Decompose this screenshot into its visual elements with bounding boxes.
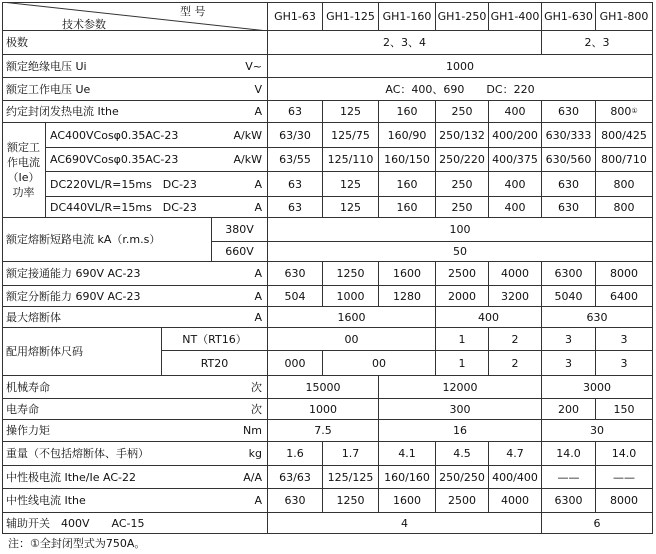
header-corner-cell [2, 2, 268, 31]
value-cell: 14.0 [542, 442, 596, 466]
model-header: GH1-250 [436, 2, 489, 31]
row-unit: 次 [251, 402, 262, 416]
value-cell: 4.7 [489, 442, 542, 466]
row-label-text: 机械寿命 [6, 380, 50, 394]
value-cell: 1000 [268, 399, 379, 420]
value-cell: 6 [542, 513, 653, 534]
row-label-text: 约定封闭发热电流 Ithe [6, 105, 119, 118]
model-header: GH1-800 [596, 2, 653, 31]
value-cell: AC：400、690 DC：220 [268, 78, 653, 101]
value-cell: 1000 [323, 286, 379, 307]
value-cell: 300 [379, 399, 542, 420]
row-unit: A [254, 177, 262, 191]
row-label [2, 489, 268, 513]
value-cell: 2 [489, 351, 542, 376]
value-cell: 1600 [379, 262, 436, 286]
value-cell: 63 [268, 101, 323, 123]
value-cell: 400 [489, 197, 542, 218]
row-label-text: 额定工作电压 Ue [6, 82, 91, 96]
row-label [2, 262, 268, 286]
row-label [46, 172, 268, 197]
value-cell: 1250 [323, 489, 379, 513]
value-cell: 250 [436, 101, 489, 123]
value-cell: 1.7 [323, 442, 379, 466]
row-label [46, 123, 268, 148]
value-cell: 3000 [542, 376, 653, 399]
value-cell: 00 [323, 351, 436, 376]
value-cell: 630/333 [542, 123, 596, 148]
value-cell: 504 [268, 286, 323, 307]
value-cell: 125 [323, 172, 379, 197]
value-cell: 630 [268, 262, 323, 286]
value-cell: 5040 [542, 286, 596, 307]
value-cell: 1280 [379, 286, 436, 307]
value-cell: 4000 [489, 489, 542, 513]
value-cell: 630 [542, 172, 596, 197]
value-cell: 15000 [268, 376, 379, 399]
row-label-text: AC400VCosφ0.35AC-23 [50, 128, 179, 142]
spec-table [2, 2, 653, 534]
row-unit: A [254, 267, 262, 280]
row-unit: A [254, 310, 262, 324]
model-header: GH1-125 [323, 2, 379, 31]
value-cell: 400 [436, 307, 542, 328]
value-cell: 63/30 [268, 123, 323, 148]
value-cell: 1 [436, 351, 489, 376]
value-cell: 160/150 [379, 148, 436, 172]
row-unit: kg [248, 447, 262, 460]
value-cell: 800/710 [596, 148, 653, 172]
row-label-text: DC440VL/R=15ms DC-23 [50, 200, 197, 214]
value-cell: 4.5 [436, 442, 489, 466]
value-cell: 160 [379, 101, 436, 123]
row-label-text: 额定绝缘电压 Ui [6, 59, 87, 73]
sub-label: 380V [212, 218, 268, 242]
footnote-mark: ① [631, 107, 638, 115]
diagonal-line [2, 2, 268, 31]
value-cell: 1600 [268, 307, 436, 328]
value-cell: 250/250 [436, 466, 489, 489]
value-cell: 160 [379, 197, 436, 218]
value-cell: —— [596, 466, 653, 489]
row-label [2, 286, 268, 307]
row-label [2, 307, 268, 328]
row-label: 额定熔断短路电流 kA（r.m.s） [2, 218, 212, 262]
value-cell: 30 [542, 420, 653, 442]
value-cell: 3 [542, 328, 596, 351]
value-cell: 630 [268, 489, 323, 513]
value-cell: 2、3、4 [268, 31, 542, 55]
row-label [2, 55, 268, 78]
row-unit: A/kW [233, 153, 262, 166]
value-cell: 800 [596, 197, 653, 218]
value-cell: 2、3 [542, 31, 653, 55]
value-cell: 125 [323, 197, 379, 218]
value-text: 800 [610, 105, 632, 118]
value-cell: 630/560 [542, 148, 596, 172]
value-cell: 4000 [489, 262, 542, 286]
value-cell: 2000 [436, 286, 489, 307]
row-label-text: 中性线电流 Ithe [6, 494, 86, 507]
row-unit: A/A [243, 470, 262, 484]
footnote: 注：①全封闭型式为750A。 [8, 537, 146, 550]
row-label [2, 442, 268, 466]
value-cell: 125/75 [323, 123, 379, 148]
value-cell: 16 [379, 420, 542, 442]
value-cell: 125/110 [323, 148, 379, 172]
value-cell: 630 [542, 307, 653, 328]
row-label [2, 101, 268, 123]
type-label: 型 号 [180, 5, 206, 18]
value-cell: 630 [542, 101, 596, 123]
row-label-text: DC220VL/R=15ms DC-23 [50, 177, 197, 191]
value-cell: 200 [542, 399, 596, 420]
row-unit: V [254, 82, 262, 96]
row-label [2, 420, 268, 442]
value-cell: 1.6 [268, 442, 323, 466]
value-cell: 3200 [489, 286, 542, 307]
row-label: 辅助开关 400V AC-15 [2, 513, 268, 534]
row-label-text: 重量（不包括熔断体、手柄） [6, 447, 149, 460]
value-cell: 12000 [379, 376, 542, 399]
row-label [46, 148, 268, 172]
model-header: GH1-63 [268, 2, 323, 31]
value-cell: 160 [379, 172, 436, 197]
value-cell: 000 [268, 351, 323, 376]
row-label-text: 中性极电流 Ithe/Ie AC-22 [6, 470, 136, 484]
row-unit: A [254, 200, 262, 214]
value-cell: 250/132 [436, 123, 489, 148]
value-cell: 6300 [542, 262, 596, 286]
value-cell: 250 [436, 197, 489, 218]
value-cell: 63/55 [268, 148, 323, 172]
value-cell: 3 [542, 351, 596, 376]
value-cell: 400/400 [489, 466, 542, 489]
row-label: 极数 [2, 31, 268, 55]
value-cell: 630 [542, 197, 596, 218]
value-cell: 400 [489, 101, 542, 123]
row-label-text: AC690VCosφ0.35AC-23 [50, 153, 179, 166]
row-unit: Nm [243, 424, 262, 437]
row-unit: A [254, 494, 262, 507]
value-cell: 400/200 [489, 123, 542, 148]
row-unit: A [254, 289, 262, 303]
value-cell: 400/375 [489, 148, 542, 172]
row-unit: A/kW [233, 128, 262, 142]
row-label-text: 电寿命 [6, 402, 39, 416]
value-cell: 3 [596, 328, 653, 351]
row-unit: V~ [245, 59, 262, 73]
value-cell: 800/425 [596, 123, 653, 148]
value-cell: 2 [489, 328, 542, 351]
sub-label: NT（RT16） [162, 328, 268, 351]
row-label [46, 197, 268, 218]
value-cell: 63 [268, 172, 323, 197]
value-cell: 2500 [436, 489, 489, 513]
model-header: GH1-630 [542, 2, 596, 31]
value-cell: 1600 [379, 489, 436, 513]
value-cell: 1000 [268, 55, 653, 78]
sub-label: RT20 [162, 351, 268, 376]
value-cell: 3 [596, 351, 653, 376]
value-cell: 125/125 [323, 466, 379, 489]
row-label [2, 376, 268, 399]
row-label-text: 操作力矩 [6, 424, 50, 437]
row-unit: A [254, 105, 262, 118]
value-cell: 14.0 [596, 442, 653, 466]
value-cell: 1250 [323, 262, 379, 286]
value-cell: 150 [596, 399, 653, 420]
row-label [2, 399, 268, 420]
row-unit: 次 [251, 380, 262, 394]
value-cell [596, 101, 653, 123]
model-header: GH1-400 [489, 2, 542, 31]
value-cell: 8000 [596, 262, 653, 286]
value-cell: 250 [436, 172, 489, 197]
row-label: 配用熔断体尺码 [2, 328, 162, 376]
value-cell: 6300 [542, 489, 596, 513]
row-label-text: 最大熔断体 [6, 310, 61, 324]
row-label [2, 78, 268, 101]
group-label: 额定工作电流（Ie）功率 [2, 123, 46, 218]
model-header: GH1-160 [379, 2, 436, 31]
value-cell: 4.1 [379, 442, 436, 466]
value-cell: 160/160 [379, 466, 436, 489]
value-cell: 4 [268, 513, 542, 534]
value-cell: 6400 [596, 286, 653, 307]
value-cell: 400 [489, 172, 542, 197]
value-cell: 63 [268, 197, 323, 218]
value-cell: —— [542, 466, 596, 489]
row-label [2, 466, 268, 489]
value-cell: 1 [436, 328, 489, 351]
value-cell: 00 [268, 328, 436, 351]
value-cell: 8000 [596, 489, 653, 513]
value-cell: 800 [596, 172, 653, 197]
value-cell: 7.5 [268, 420, 379, 442]
sub-label: 660V [212, 242, 268, 262]
value-cell: 160/90 [379, 123, 436, 148]
param-label: 技术参数 [62, 18, 106, 31]
value-cell: 2500 [436, 262, 489, 286]
value-cell: 63/63 [268, 466, 323, 489]
value-cell: 125 [323, 101, 379, 123]
value-cell: 250/220 [436, 148, 489, 172]
value-cell: 50 [268, 242, 653, 262]
value-cell: 100 [268, 218, 653, 242]
row-label-text: 额定分断能力 690V AC-23 [6, 289, 141, 303]
row-label-text: 额定接通能力 690V AC-23 [6, 267, 141, 280]
